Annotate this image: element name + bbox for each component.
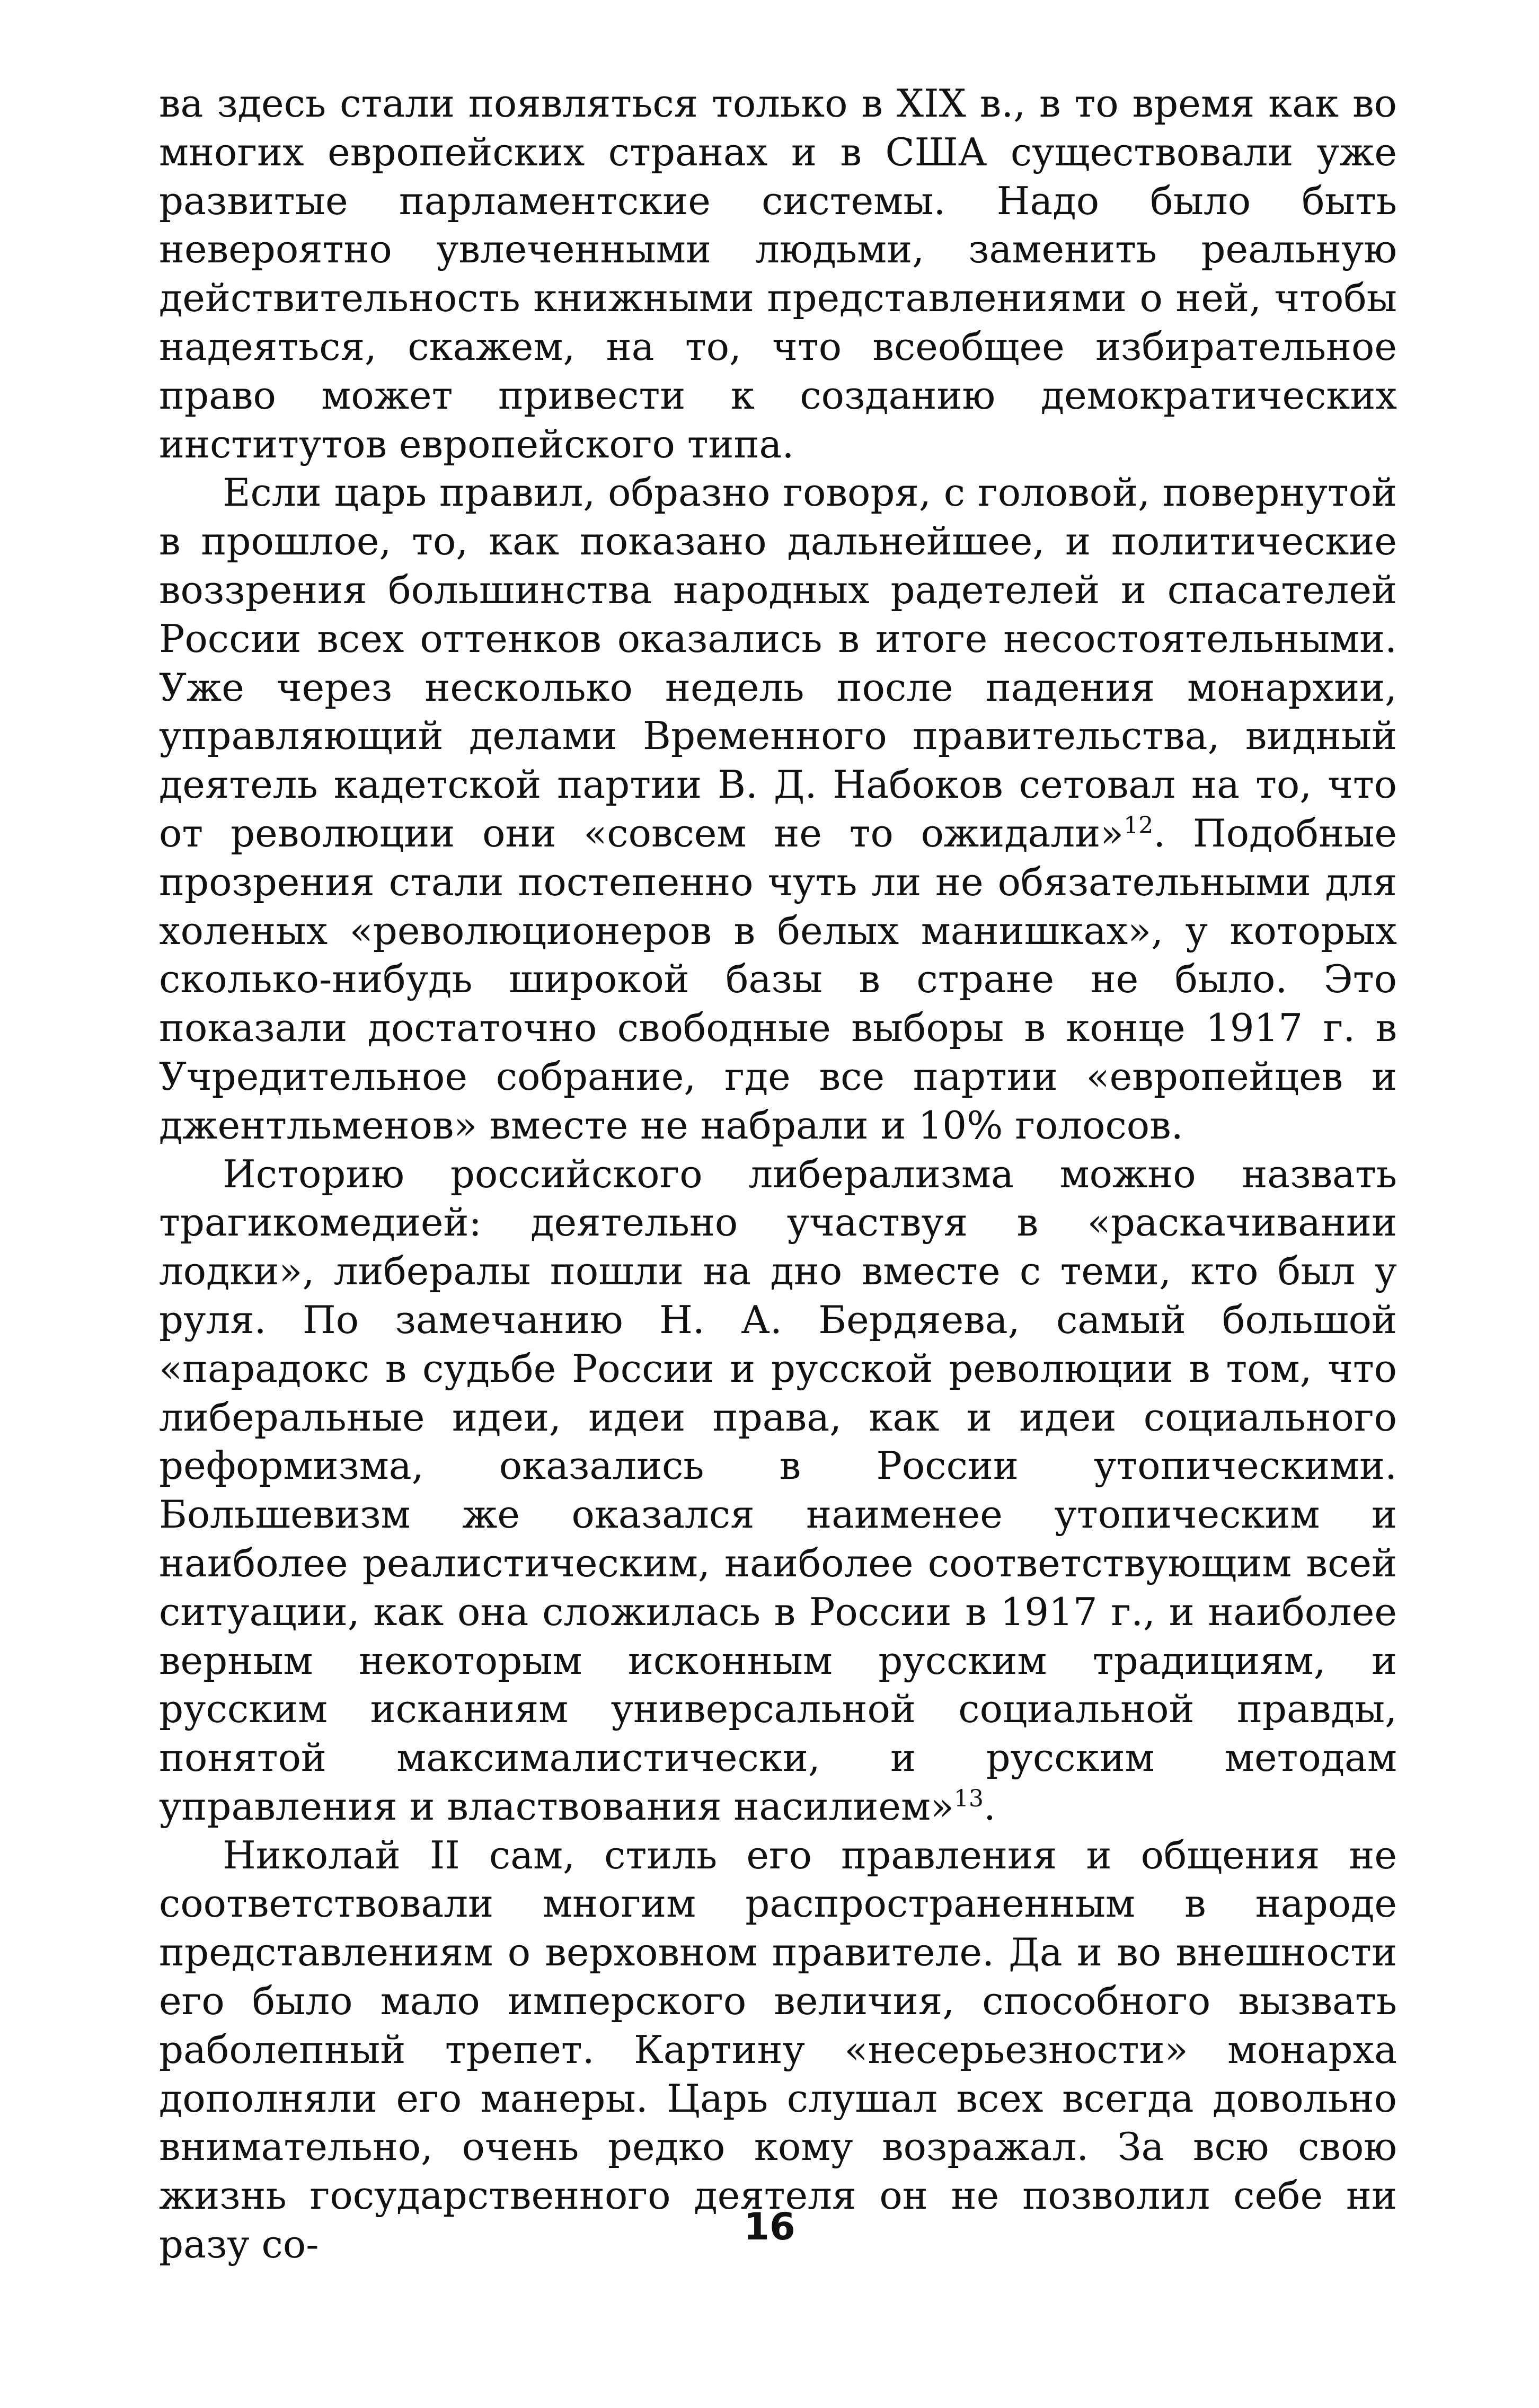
paragraph-4-text: Николай II сам, стиль его правления и общения не соответствовали многим распространенным в народе представлениям о верховном правителе. Да и во внешности его было мало имперского величия, способного вызвать раболепный трепет. Картину «несерьезности» монарха дополняли его манеры. Царь слушал всех всегда довольно внимательно, очень редко кому возражал. За всю свою жизнь государственного деятеля он не позволил себе ни разу со- <box>159 1832 1397 2267</box>
paragraph-2 <box>159 469 1397 1150</box>
paragraph-3-tail: . <box>984 1784 996 1829</box>
paragraph-1 <box>159 80 1397 469</box>
paragraph-2-text: Если царь правил, образно говоря, с головой, повернутой в прошлое, то, как показано дальнейшее, и политические воззрения большинства народных радетелей и спасателей России всех оттенков оказались в итоге несостоятельными. Уже через несколько недель после падения монархии, управляющий делами Временного правительства, видный деятель кадетской партии В. Д. Набоков сетовал на то, что от революции они «совсем не то ожидали» <box>159 470 1397 855</box>
paragraph-3-text: Историю российского либерализма можно назвать трагикомедией: деятельно участвуя в «раскачивании лодки», либералы пошли на дно вместе с теми, кто был у руля. По замечанию Н. А. Бердяева, самый большой «парадокс в судьбе России и русской революции в том, что либеральные идеи, идеи права, как и идеи социального реформизма, оказались в России утопическими. Большевизм же оказался наименее утопическим и наиболее реалистическим, наиболее соответствующим всей ситуации, как она сложилась в России в 1917 г., и наиболее верным некоторым исконным русским традициям, и русским исканиям универсальной социальной правды, понятой максималистически, и русским методам управления и властвования насилием» <box>159 1151 1397 1829</box>
paragraph-4 <box>159 1831 1397 2269</box>
page-body <box>159 80 1397 2269</box>
paragraph-1-text: ва здесь стали появляться только в XIX в., в то время как во многих европейских странах и в США существовали уже развитые парламентские системы. Надо было быть невероятно увлеченными людьми, заменить реальную действительность книжными представлениями о ней, чтобы надеяться, скажем, на то, что всеобщее избирательное право может привести к созданию демократических институтов европейского типа. <box>159 81 1397 466</box>
footnote-ref-13: 13 <box>954 1785 984 1812</box>
paragraph-2-tail: . Подобные прозрения стали постепенно чуть ли не обязательными для холеных «революционеров в белых манишках», у которых сколько-нибудь широкой базы в стране не было. Это показали достаточно свободные выборы в конце 1917 г. в Учредительное собрание, где все партии «европейцев и джентльменов» вместе не набрали и 10% голосов. <box>159 810 1397 1148</box>
paragraph-3 <box>159 1150 1397 1831</box>
page-number: 16 <box>744 2205 795 2248</box>
footnote-ref-12: 12 <box>1124 812 1154 839</box>
